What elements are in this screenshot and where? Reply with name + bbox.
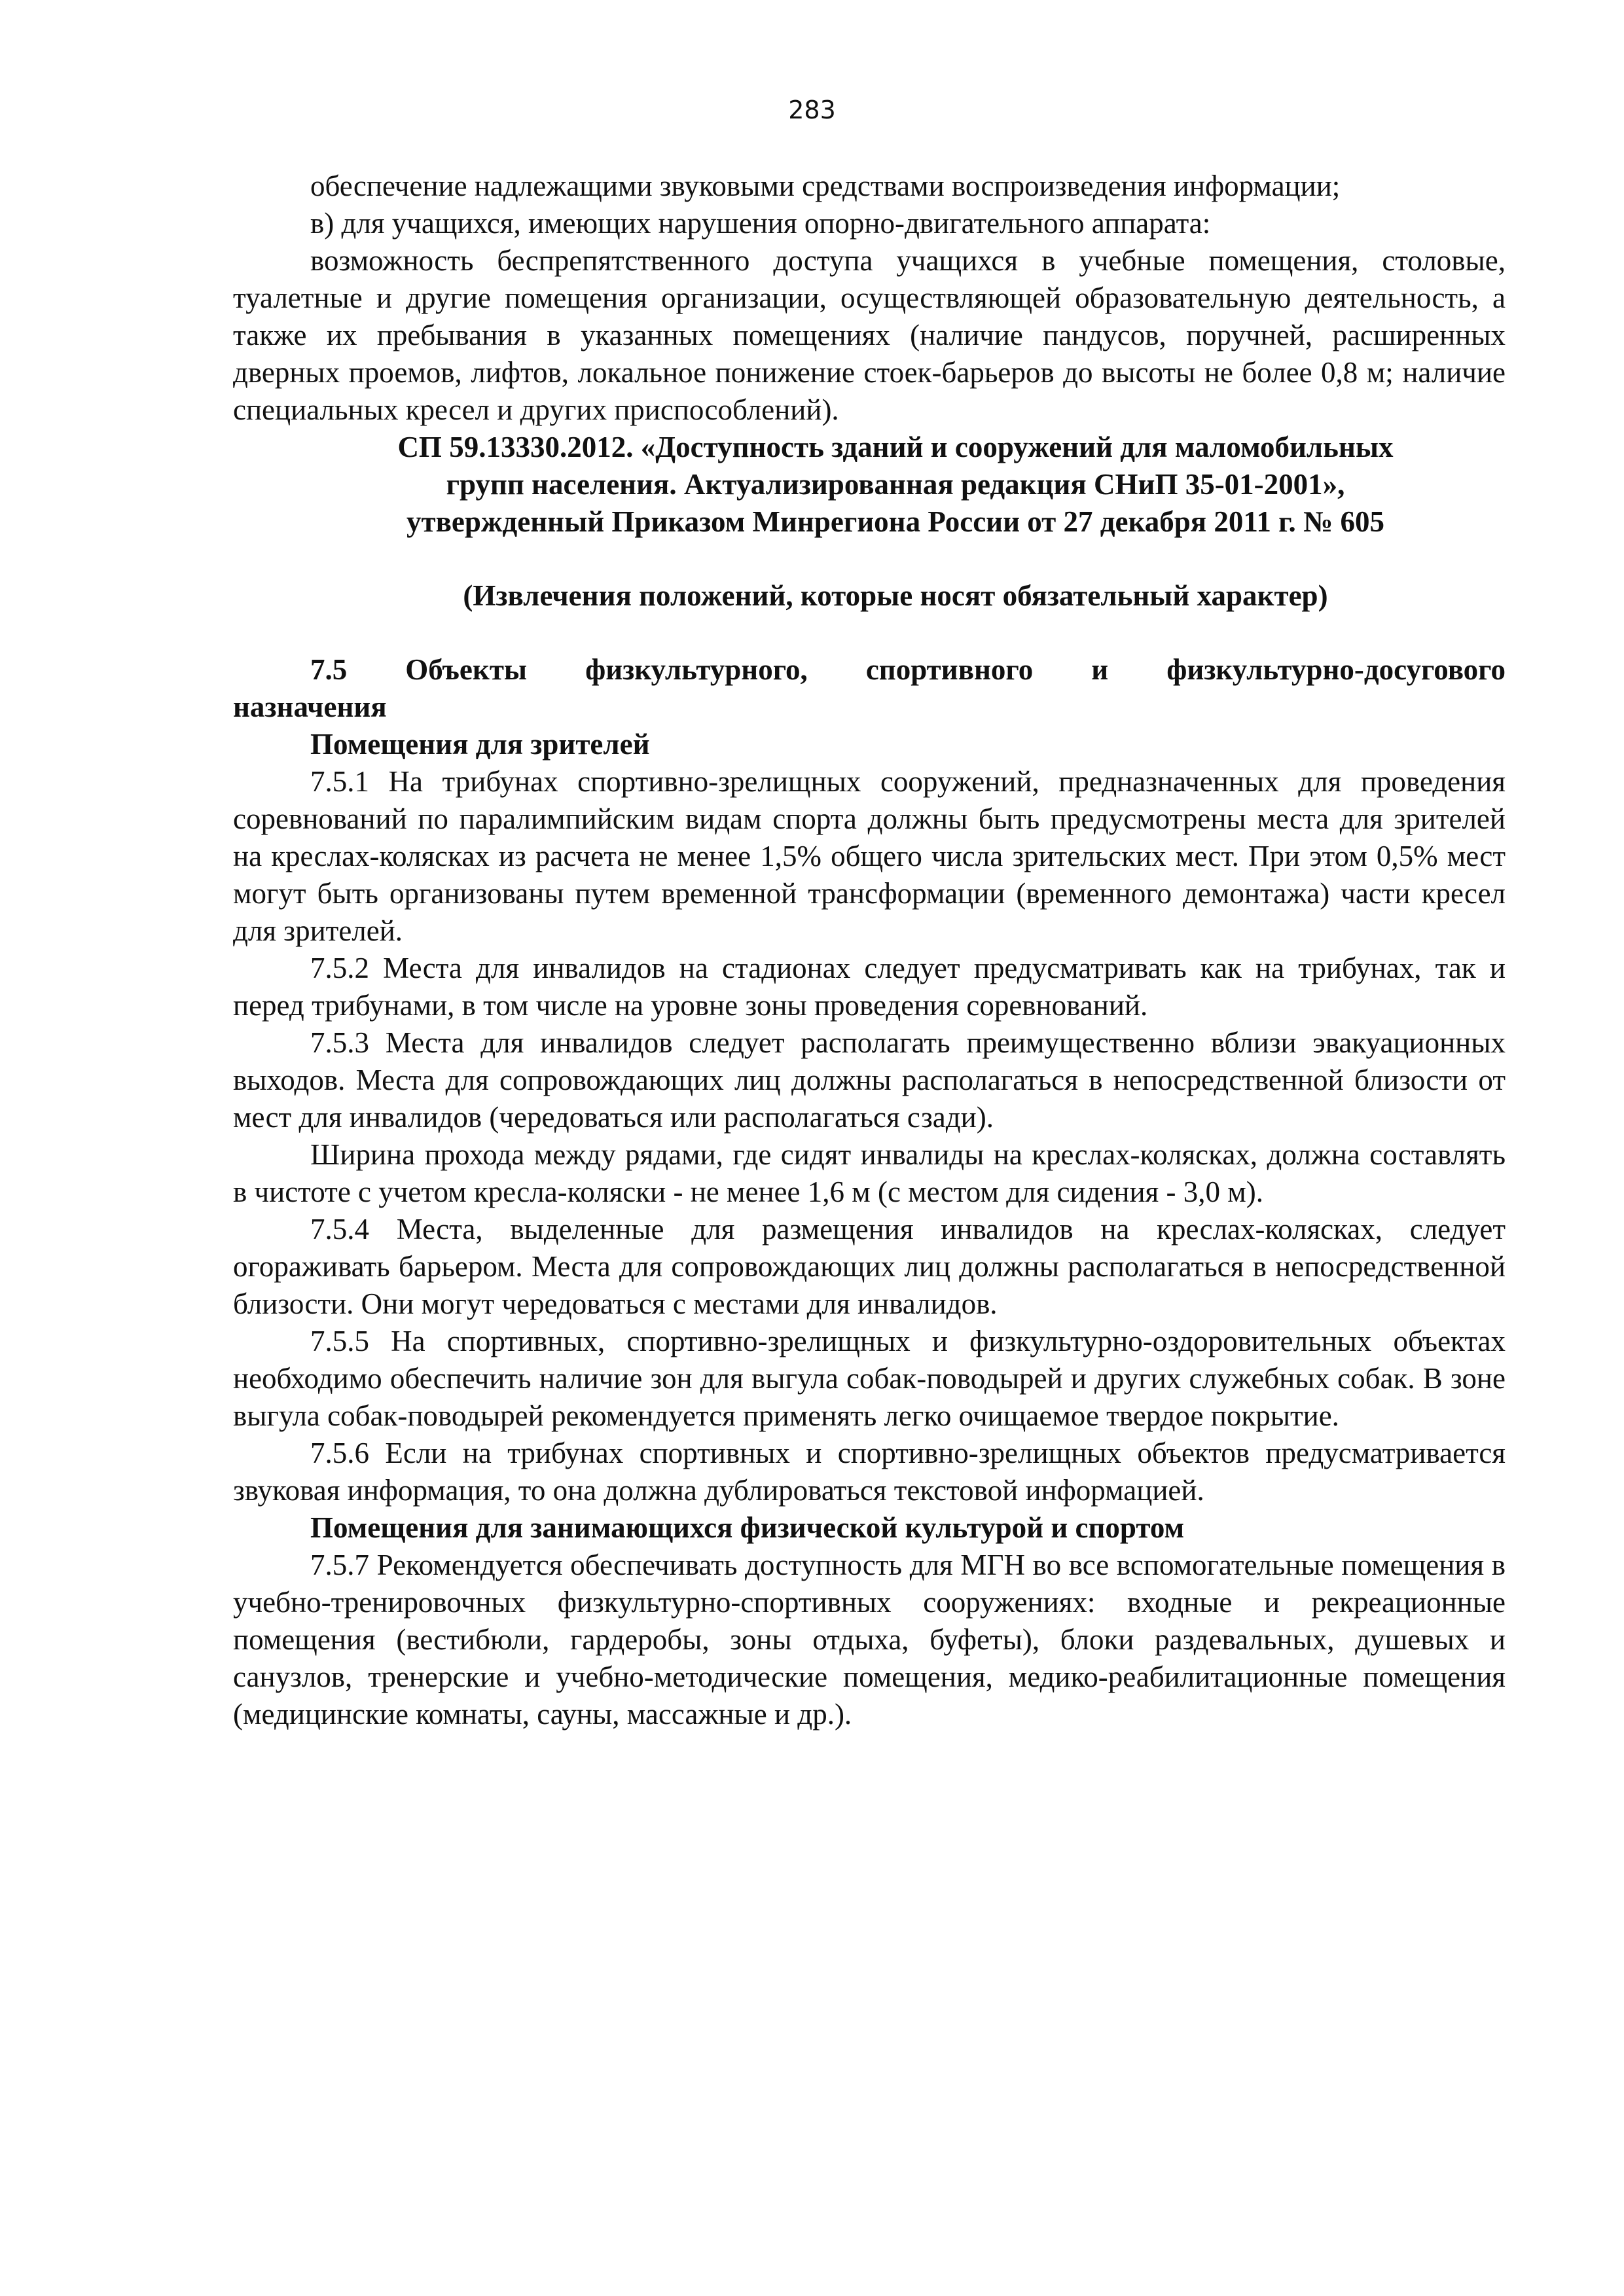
section-heading: [233, 651, 1506, 726]
clause-paragraph: 7.5.4 Места, выделенные для размещения инвалидов на креслах-колясках, следует огораживать барьером. Места для сопровождающих лиц должны располагаться в непосредственной близости. Они могут чередоваться с местами для инвалидов.: [233, 1213, 1506, 1320]
spectators-heading: Помещения для зрителей: [310, 728, 650, 761]
page-content: [233, 168, 1506, 1733]
clause-paragraph: 7.5.6 Если на трибунах спортивных и спортивно-зрелищных объектов предусматривается звуковая информация, то она должна дублироваться текстовой информацией.: [233, 1437, 1506, 1507]
intro-paragraph: возможность беспрепятственного доступа учащихся в учебные помещения, столовые, туалетные и другие помещения организации, осуществляющей образовательную деятельность, а также их пребывания в указанных помещениях (наличие пандусов, поручней, расширенных дверных проемов, лифтов, локальное понижение стоек-барьеров до высоты не более 0,8 м; наличие специальных кресел и других приспособлений).: [233, 244, 1506, 426]
intro-paragraph: в) для учащихся, имеющих нарушения опорно-двигательного аппарата:: [310, 207, 1211, 240]
clause-paragraph: Ширина прохода между рядами, где сидят инвалиды на креслах-колясках, должна составлять в чистоте с учетом кресла-коляски - не менее 1,6 м (с местом для сидения - 3,0 м).: [233, 1138, 1506, 1208]
document-title-line: групп населения. Актуализированная редакция СНиП 35-01-2001»,: [446, 468, 1345, 501]
section-heading-line: назначения: [233, 691, 387, 723]
clause-paragraph: 7.5.5 На спортивных, спортивно-зрелищных и физкультурно-оздоровительных объектах необходимо обеспечить наличие зон для выгула собак-поводырей и других служебных собак. В зоне выгула собак-поводырей рекомендуется применять легко очищаемое твердое покрытие.: [233, 1325, 1506, 1432]
section-heading-line: 7.5 Объекты физкультурного, спортивного и физкультурно-досугового: [310, 653, 1506, 686]
document-title-line: утвержденный Приказом Минрегиона России от 27 декабря 2011 г. № 605: [406, 505, 1384, 538]
document-title: [233, 429, 1506, 541]
extract-note: (Извлечения положений, которые носят обязательный характер): [463, 579, 1328, 612]
page-number: 283: [788, 96, 836, 124]
athletes-heading: Помещения для занимающихся физической культурой и спортом: [310, 1511, 1185, 1544]
clause-paragraph: 7.5.2 Места для инвалидов на стадионах следует предусматривать как на трибунах, так и перед трибунами, в том числе на уровне зоны проведения соревнований.: [233, 952, 1506, 1022]
intro-paragraph: обеспечение надлежащими звуковыми средствами воспроизведения информации;: [310, 170, 1341, 202]
clause-paragraph: 7.5.1 На трибунах спортивно-зрелищных сооружений, предназначенных для проведения соревнований по паралимпийским видам спорта должны быть предусмотрены места для зрителей на креслах-колясках из расчета не менее 1,5% общего числа зрительских мест. При этом 0,5% мест могут быть организованы путем временной трансформации (временного демонтажа) части кресел для зрителей.: [233, 765, 1506, 947]
clause-paragraph: 7.5.3 Места для инвалидов следует располагать преимущественно вблизи эвакуационных выходов. Места для сопровождающих лиц должны располагаться в непосредственной близости от мест для инвалидов (чередоваться или располагаться сзади).: [233, 1026, 1506, 1134]
clause-paragraph: 7.5.7 Рекомендуется обеспечивать доступность для МГН во все вспомогательные помещения в учебно-тренировочных физкультурно-спортивных сооружениях: входные и рекреационные помещения (вестибюли, гардеробы, зоны отдыха, буфеты), блоки раздевальных, душевых и санузлов, тренерские и учебно-методические помещения, медико-реабилитационные помещения (медицинские комнаты, сауны, массажные и др.).: [233, 1549, 1506, 1731]
document-title-line: СП 59.13330.2012. «Доступность зданий и сооружений для маломобильных: [397, 431, 1394, 463]
